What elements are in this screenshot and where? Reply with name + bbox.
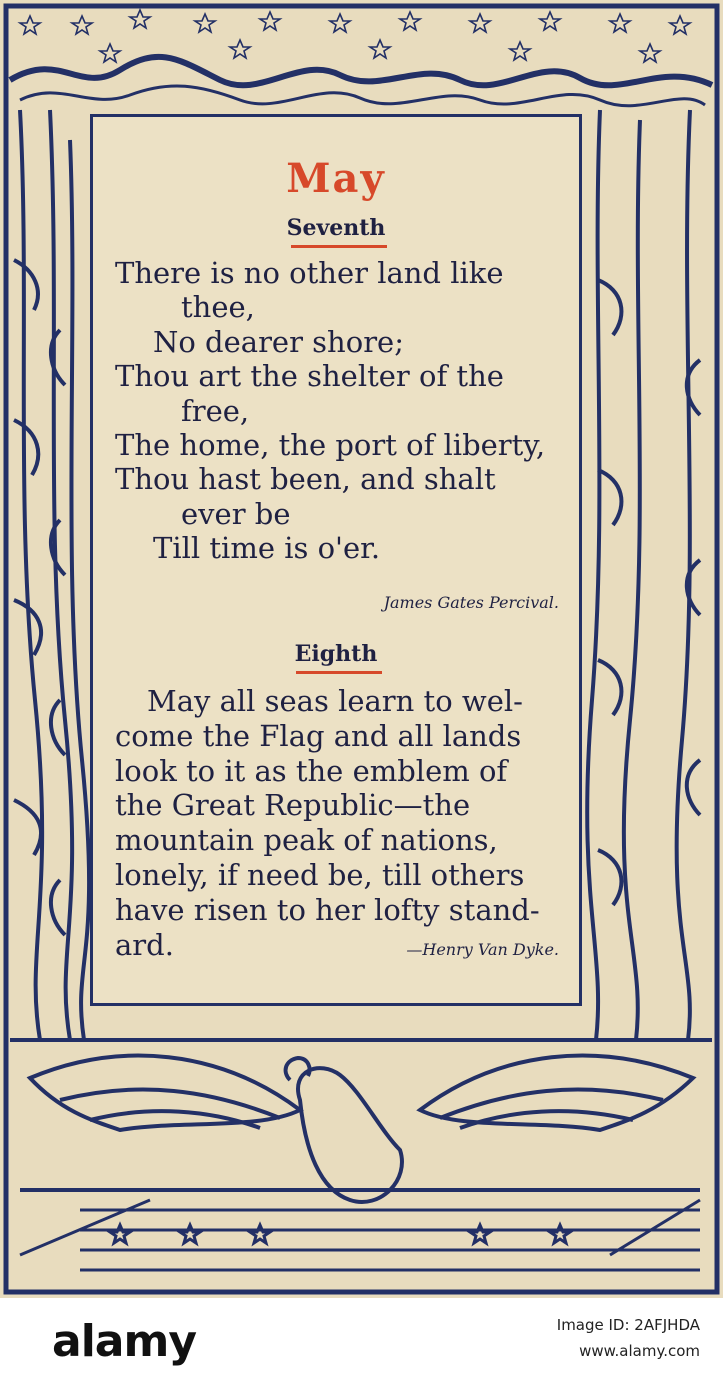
- poem-line: Thou hast been, and shalt: [115, 462, 496, 497]
- prose-line: come the Flag and all lands: [115, 718, 522, 753]
- brand-logo: alamy: [52, 1316, 196, 1367]
- poem-line: No dearer shore;: [153, 324, 404, 359]
- prose-line: May all seas learn to wel-: [147, 684, 523, 718]
- prose-line: mountain peak of nations,: [115, 823, 498, 858]
- poem-seventh: [115, 256, 559, 566]
- poem-line: Till time is o'er.: [153, 531, 381, 566]
- author-percival: James Gates Percival.: [383, 593, 559, 612]
- prose-line: have risen to her lofty stand-: [115, 892, 540, 927]
- section-heading-seventh: Seventh: [286, 215, 386, 241]
- prose-line: lonely, if need be, till others: [115, 857, 525, 892]
- heading-rule: [291, 245, 387, 248]
- heading-rule: [296, 671, 382, 674]
- prose-last-line: [115, 928, 559, 968]
- poem-line: ever be: [181, 496, 291, 531]
- prose-line: look to it as the emblem of: [115, 753, 508, 788]
- image-id-label: Image ID: 2AFJHDA: [556, 1316, 700, 1334]
- text-panel: [90, 114, 582, 1006]
- prose-line: the Great Republic—the: [115, 788, 471, 823]
- stock-footer: [0, 1298, 723, 1390]
- section-heading-eighth: Eighth: [294, 641, 378, 667]
- month-title: May: [286, 155, 386, 202]
- author-van-dyke: —Henry Van Dyke.: [406, 939, 559, 959]
- poem-line: The home, the port of liberty,: [115, 428, 546, 463]
- star-icons: [20, 10, 690, 62]
- prose-line: ard.: [115, 927, 174, 962]
- poem-line: Thou art the shelter of the: [115, 359, 504, 394]
- poem-line: free,: [181, 393, 250, 428]
- prose-eighth: [115, 684, 559, 967]
- site-url-label: www.alamy.com: [579, 1342, 700, 1360]
- poem-line: thee,: [181, 290, 255, 325]
- poem-line: There is no other land like: [115, 256, 504, 290]
